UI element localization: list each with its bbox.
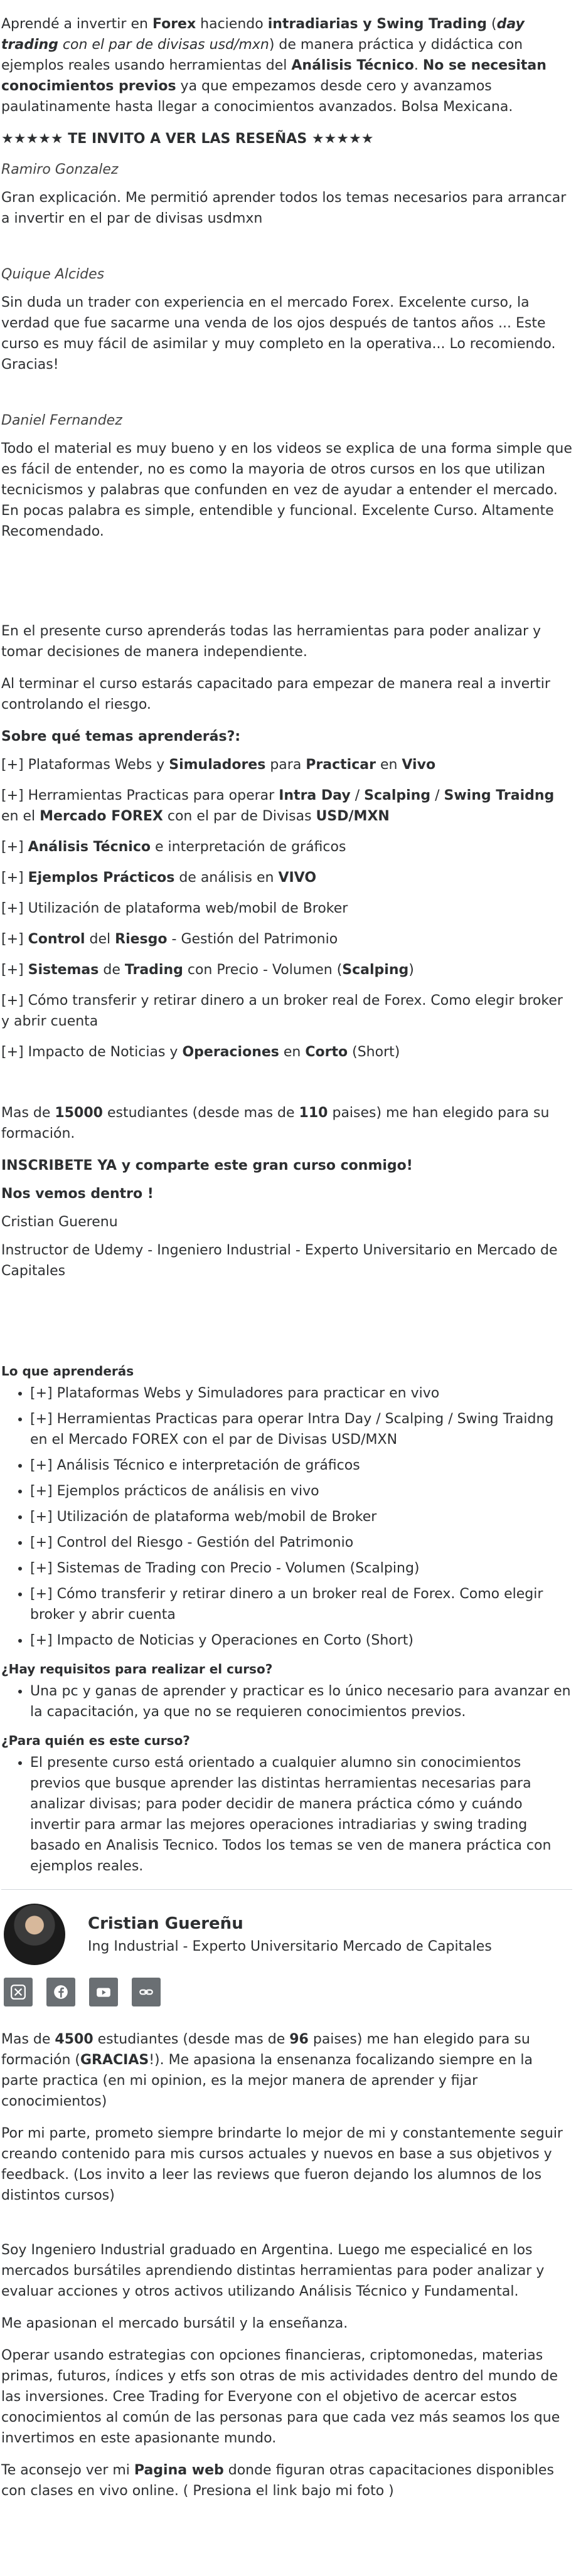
learn-list bbox=[1, 1383, 572, 1651]
bio-paragraph: Soy Ingeniero Industrial graduado en Argentina. Luego me especialicé en los mercados bursátiles aprendiendo distintas herramientas para poder analizar y evaluar acciones y otros activos utilizando Análisis Técnico y Fundamental. bbox=[1, 2242, 545, 2299]
review-text-3: Todo el material es muy bueno y en los videos se explica de una forma simple que es fácil de entender, no es como la mayoria de otros cursos en los que utilizan tecnicismos y palabras que confunden en vez de ayudar a entender el mercado. En pocas palabra es simple, entendible y funcional. Excelente Curso. Altamente Recomendado. bbox=[1, 441, 572, 539]
bio-paragraph: Mas de 4500 estudiantes (desde mas de 96 paises) me han elegido para su formación (GRACIAS!). Me apasiona la ensenanza focalizando siempre en la parte practica (en mi opinion, es la mejor manera de aprender y fijar conocimientos) bbox=[1, 2032, 533, 2109]
learn-item: • [+] Sistemas de Trading con Precio - Volumen (Scalping) bbox=[30, 1558, 572, 1579]
audience-item: • El presente curso está orientado a cualquier alumno sin conocimientos previos que busque aprender las distintas herramientas necesarias para analizar divisas; para poder decidir de manera práctica cómo y cuándo invertir para armar las mejores operaciones intradiarias y swing trading basado en Analisis Tecnico. Todos los temas se ven de manera práctica con ejemplos reales. bbox=[30, 1752, 572, 1877]
topic-item: [+] Sistemas de Trading con Precio - Volumen (Scalping) bbox=[1, 962, 414, 978]
learn-item: • [+] Análisis Técnico e interpretación de gráficos bbox=[30, 1455, 572, 1476]
audience-list bbox=[1, 1752, 572, 1877]
requirement-item: • Una pc y ganas de aprender y practicar es lo único necesario para avanzar en la capacitación, ya que no se requieren conocimientos previos. bbox=[30, 1681, 572, 1722]
learn-item: • [+] Utilización de plataforma web/mobil de Broker bbox=[30, 1507, 572, 1527]
instructor-bio bbox=[1, 2029, 572, 2501]
topic-item: [+] Impacto de Noticias y Operaciones en Corto (Short) bbox=[1, 1044, 400, 1060]
social-links bbox=[4, 1978, 572, 2006]
author-title: Instructor de Udemy - Ingeniero Industrial - Experto Universitario en Mercado de Capitales bbox=[1, 1243, 558, 1279]
review-author-2: Quique Alcides bbox=[1, 267, 105, 282]
call-to-action: INSCRIBETE YA y comparte este gran curso conmigo! bbox=[1, 1158, 413, 1174]
learn-item: • [+] Control del Riesgo - Gestión del Patrimonio bbox=[30, 1532, 572, 1553]
review-text-1: Gran explicación. Me permitió aprender todos los temas necesarios para arrancar a invertir en el par de divisas usdmxn bbox=[1, 190, 567, 226]
topic-item: [+] Análisis Técnico e interpretación de gráficos bbox=[1, 839, 346, 855]
review-author-3: Daniel Fernandez bbox=[1, 413, 122, 428]
website-link[interactable]: Pagina web bbox=[134, 2462, 224, 2478]
learn-item: • [+] Plataformas Webs y Simuladores para practicar en vivo bbox=[30, 1383, 572, 1404]
facebook-icon[interactable] bbox=[46, 1978, 75, 2006]
learn-title: Lo que aprenderás bbox=[1, 1364, 134, 1379]
bio-paragraph: Por mi parte, prometo siempre brindarte lo mejor de mi y constantemente seguir creando contenido para mis cursos actuales y nuevos en base a sus objetivos y feedback. (Los invito a leer las reviews que fueron dejando los alumnos de los distintos cursos) bbox=[1, 2126, 563, 2203]
topic-item: [+] Utilización de plataforma web/mobil de Broker bbox=[1, 901, 348, 916]
topic-item: [+] Cómo transferir y retirar dinero a un broker real de Forex. Como elegir broker y abrir cuenta bbox=[1, 993, 563, 1029]
learn-item: • [+] Impacto de Noticias y Operaciones en Corto (Short) bbox=[30, 1630, 572, 1651]
author-name: Cristian Guerenu bbox=[1, 1214, 118, 1230]
learn-item: • [+] Ejemplos prácticos de análisis en vivo bbox=[30, 1481, 572, 1502]
instructor-name[interactable]: Cristian Guereñu bbox=[88, 1914, 243, 1933]
intro-paragraph: Aprendé a invertir en Forex haciendo intradiarias y Swing Trading (day trading con el par de divisas usd/mxn) de manera práctica y didáctica con ejemplos reales usando herramientas del Análisis Técnico. No se necesitan conocimientos previos ya que empezamos desde cero y avanzamos paulatinamente hasta llegar a conocimientos avanzados. Bolsa Mexicana. bbox=[1, 16, 547, 115]
requirements-list bbox=[1, 1681, 572, 1722]
course-paragraph-2: Al terminar el curso estarás capacitado para empezar de manera real a invertir controlando el riesgo. bbox=[1, 676, 550, 713]
topics-list bbox=[1, 755, 572, 1063]
learn-item: • [+] Cómo transferir y retirar dinero a un broker real de Forex. Como elegir broker y abrir cuenta bbox=[30, 1584, 572, 1625]
students-count: Mas de 15000 estudiantes (desde mas de 110 paises) me han elegido para su formación. bbox=[1, 1105, 550, 1142]
link-icon[interactable] bbox=[132, 1978, 161, 2006]
reviews-banner: ★★★★★ TE INVITO A VER LAS RESEÑAS ★★★★★ bbox=[1, 131, 374, 147]
topic-item: [+] Plataformas Webs y Simuladores para Practicar en Vivo bbox=[1, 757, 436, 773]
requirements-title: ¿Hay requisitos para realizar el curso? bbox=[1, 1662, 273, 1677]
topic-item: [+] Control del Riesgo - Gestión del Patrimonio bbox=[1, 931, 338, 947]
bio-paragraph: Me apasionan el mercado bursátil y la enseñanza. bbox=[1, 2316, 348, 2331]
review-text-2: Sin duda un trader con experiencia en el mercado Forex. Excelente curso, la verdad que fue sacarme una venda de los ojos después de tantos años ... Este curso es muy fácil de asimilar y muy completo en la operativa... Lo recomiendo. Gracias! bbox=[1, 295, 556, 373]
audience-title: ¿Para quién es este curso? bbox=[1, 1733, 190, 1748]
x-icon[interactable] bbox=[4, 1978, 33, 2006]
bio-paragraph: Operar usando estrategias con opciones financieras, criptomonedas, materias primas, futuros, índices y etfs son otras de mis actividades dentro del mundo de las inversiones. Cree Trading for Everyone con el objetivo de acercar estos conocimientos al común de las personas para que cada vez más seamos los que invertimos en este apasionante mundo. bbox=[1, 2348, 560, 2446]
course-paragraph-1: En el presente curso aprenderás todas las herramientas para poder analizar y tomar decisiones de manera independiente. bbox=[1, 623, 541, 660]
topics-title: Sobre qué temas aprenderás?: bbox=[1, 729, 241, 745]
divider bbox=[1, 1889, 572, 1890]
see-you-inside: Nos vemos dentro ! bbox=[1, 1186, 154, 1202]
instructor-title: Ing Industrial - Experto Universitario Mercado de Capitales bbox=[88, 1939, 492, 1954]
instructor-avatar[interactable] bbox=[4, 1904, 65, 1965]
learn-item: • [+] Herramientas Practicas para operar Intra Day / Scalping / Swing Traidng en el Mercado FOREX con el par de Divisas USD/MXN bbox=[30, 1409, 572, 1450]
youtube-icon[interactable] bbox=[89, 1978, 118, 2006]
bio-paragraph: Te aconsejo ver mi Pagina web donde figuran otras capacitaciones disponibles con clases en vivo online. ( Presiona el link bajo mi foto ) bbox=[1, 2462, 554, 2499]
review-author-1: Ramiro Gonzalez bbox=[1, 162, 119, 178]
topic-item: [+] Herramientas Practicas para operar Intra Day / Scalping / Swing Traidng en el Mercado FOREX con el par de Divisas USD/MXN bbox=[1, 788, 555, 824]
topic-item: [+] Ejemplos Prácticos de análisis en VIVO bbox=[1, 870, 317, 886]
instructor-header bbox=[1, 1904, 572, 1965]
